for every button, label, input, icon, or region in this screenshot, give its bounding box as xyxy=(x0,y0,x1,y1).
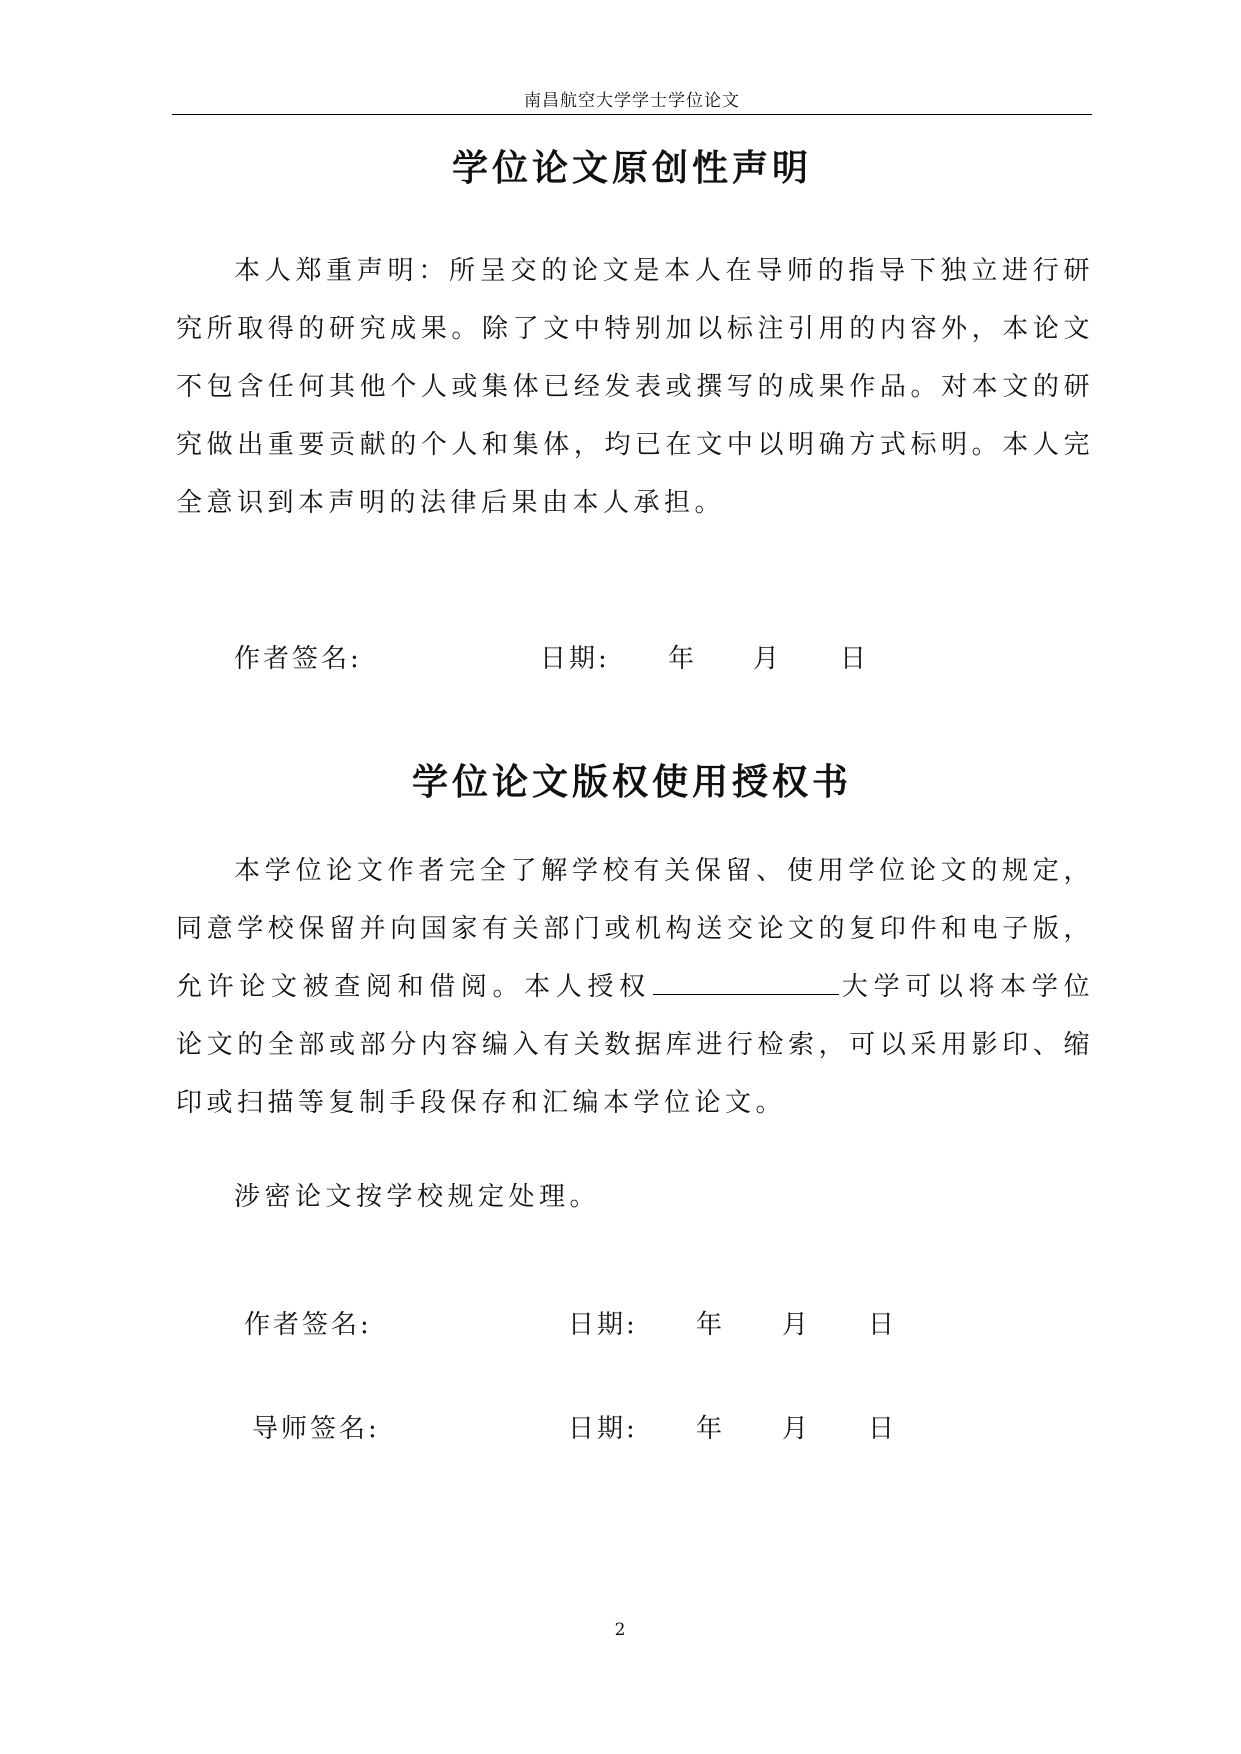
year-label: 年 xyxy=(696,1414,726,1444)
header-rule xyxy=(172,114,1092,115)
secret-note: 涉密论文按学校规定处理。 xyxy=(234,1182,601,1212)
year-label: 年 xyxy=(668,644,698,674)
day-label: 日 xyxy=(840,644,870,674)
copyright-paragraph xyxy=(176,842,1094,1132)
day-label: 日 xyxy=(868,1414,898,1444)
month-label: 月 xyxy=(782,1310,812,1340)
advisor-signature-label: 导师签名: xyxy=(252,1414,380,1444)
author-signature-label: 作者签名: xyxy=(244,1310,372,1340)
originality-paragraph: 本人郑重声明：所呈交的论文是本人在导师的指导下独立进行研究所取得的研究成果。除了文中特别加以标注引用的内容外，本论文不包含任何其他个人或集体已经发表或撰写的成果作品。对本文的研究做出重要贡献的个人和集体，均已在文中以明确方式标明。本人完全意识到本声明的法律后果由本人承担。 xyxy=(176,256,1094,518)
year-label: 年 xyxy=(696,1310,726,1340)
date-label: 日期: xyxy=(540,644,610,674)
copyright-title: 学位论文版权使用授权书 xyxy=(411,762,852,803)
date-label: 日期: xyxy=(568,1414,638,1444)
month-label: 月 xyxy=(782,1414,812,1444)
originality-title: 学位论文原创性声明 xyxy=(451,148,812,189)
author-signature-label: 作者签名: xyxy=(234,644,362,674)
page-number: 2 xyxy=(614,1620,626,1640)
running-header: 南昌航空大学学士学位论文 xyxy=(524,91,740,111)
month-label: 月 xyxy=(753,644,783,674)
copyright-text-after: 大学可以将本学位论文的全部或部分内容编入有关数据库进行检索，可以采用影印、缩印或扫描等复制手段保存和汇编本学位论文。 xyxy=(176,972,1094,1118)
copyright-text-before: 本学位论文作者完全了解学校有关保留、使用学位论文的规定，同意学校保留并向国家有关部门或机构送交论文的复印件和电子版，允许论文被查阅和借阅。本人授权 xyxy=(176,856,1094,1002)
university-blank-line xyxy=(653,966,839,995)
date-label: 日期: xyxy=(568,1310,638,1340)
day-label: 日 xyxy=(868,1310,898,1340)
